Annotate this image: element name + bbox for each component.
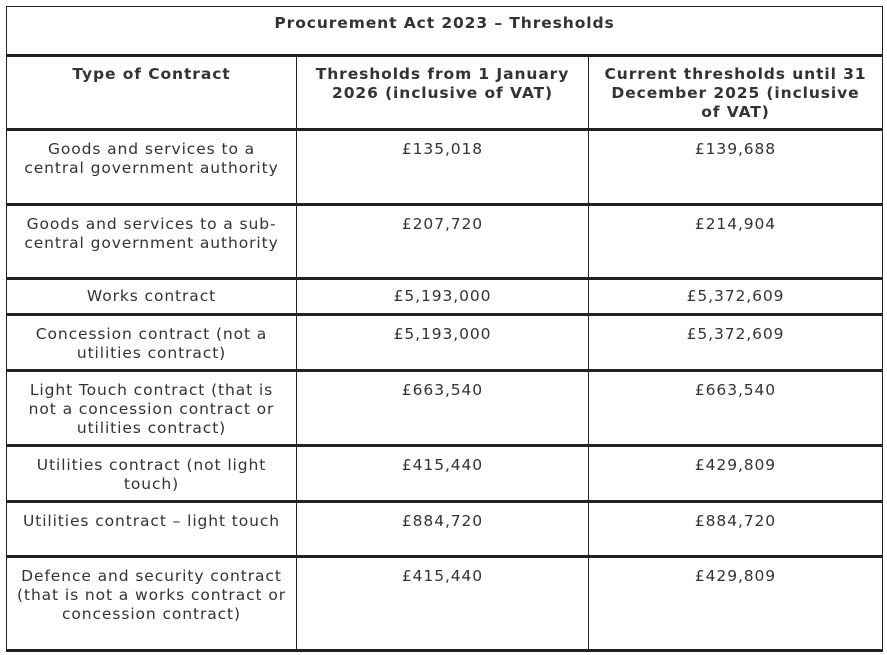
threshold-current-cell: £5,372,609 bbox=[589, 279, 883, 315]
contract-type-cell: Concession contract (not a utilities contract) bbox=[7, 315, 297, 371]
contract-type-cell: Goods and services to a sub-central government authority bbox=[7, 205, 297, 279]
threshold-2026-cell: £5,193,000 bbox=[297, 315, 589, 371]
header-thresholds-2026: Thresholds from 1 January 2026 (inclusive of VAT) bbox=[297, 56, 589, 130]
table-row bbox=[7, 371, 883, 446]
thresholds-table bbox=[6, 6, 883, 652]
threshold-current-cell: £429,809 bbox=[589, 446, 883, 502]
table-row bbox=[7, 446, 883, 502]
table-title: Procurement Act 2023 – Thresholds bbox=[7, 7, 883, 56]
table-row bbox=[7, 557, 883, 651]
threshold-2026-cell: £135,018 bbox=[297, 130, 589, 205]
threshold-2026-cell: £207,720 bbox=[297, 205, 589, 279]
contract-type-cell: Light Touch contract (that is not a concession contract or utilities contract) bbox=[7, 371, 297, 446]
table-row bbox=[7, 130, 883, 205]
contract-type-cell: Goods and services to a central government authority bbox=[7, 130, 297, 205]
threshold-2026-cell: £415,440 bbox=[297, 446, 589, 502]
contract-type-cell: Works contract bbox=[7, 279, 297, 315]
table-row bbox=[7, 315, 883, 371]
threshold-current-cell: £663,540 bbox=[589, 371, 883, 446]
threshold-2026-cell: £663,540 bbox=[297, 371, 589, 446]
table-header-row bbox=[7, 56, 883, 130]
table-row bbox=[7, 205, 883, 279]
threshold-2026-cell: £884,720 bbox=[297, 502, 589, 557]
threshold-2026-cell: £5,193,000 bbox=[297, 279, 589, 315]
threshold-current-cell: £214,904 bbox=[589, 205, 883, 279]
table-title-row bbox=[7, 7, 883, 56]
threshold-current-cell: £5,372,609 bbox=[589, 315, 883, 371]
threshold-current-cell: £429,809 bbox=[589, 557, 883, 651]
contract-type-cell: Utilities contract (not light touch) bbox=[7, 446, 297, 502]
threshold-current-cell: £884,720 bbox=[589, 502, 883, 557]
header-type-of-contract: Type of Contract bbox=[7, 56, 297, 130]
table-row bbox=[7, 502, 883, 557]
thresholds-table-container bbox=[6, 6, 882, 652]
threshold-2026-cell: £415,440 bbox=[297, 557, 589, 651]
threshold-current-cell: £139,688 bbox=[589, 130, 883, 205]
contract-type-cell: Defence and security contract (that is not a works contract or concession contract) bbox=[7, 557, 297, 651]
header-current-thresholds: Current thresholds until 31 December 2025 (inclusive of VAT) bbox=[589, 56, 883, 130]
contract-type-cell: Utilities contract – light touch bbox=[7, 502, 297, 557]
table-row bbox=[7, 279, 883, 315]
